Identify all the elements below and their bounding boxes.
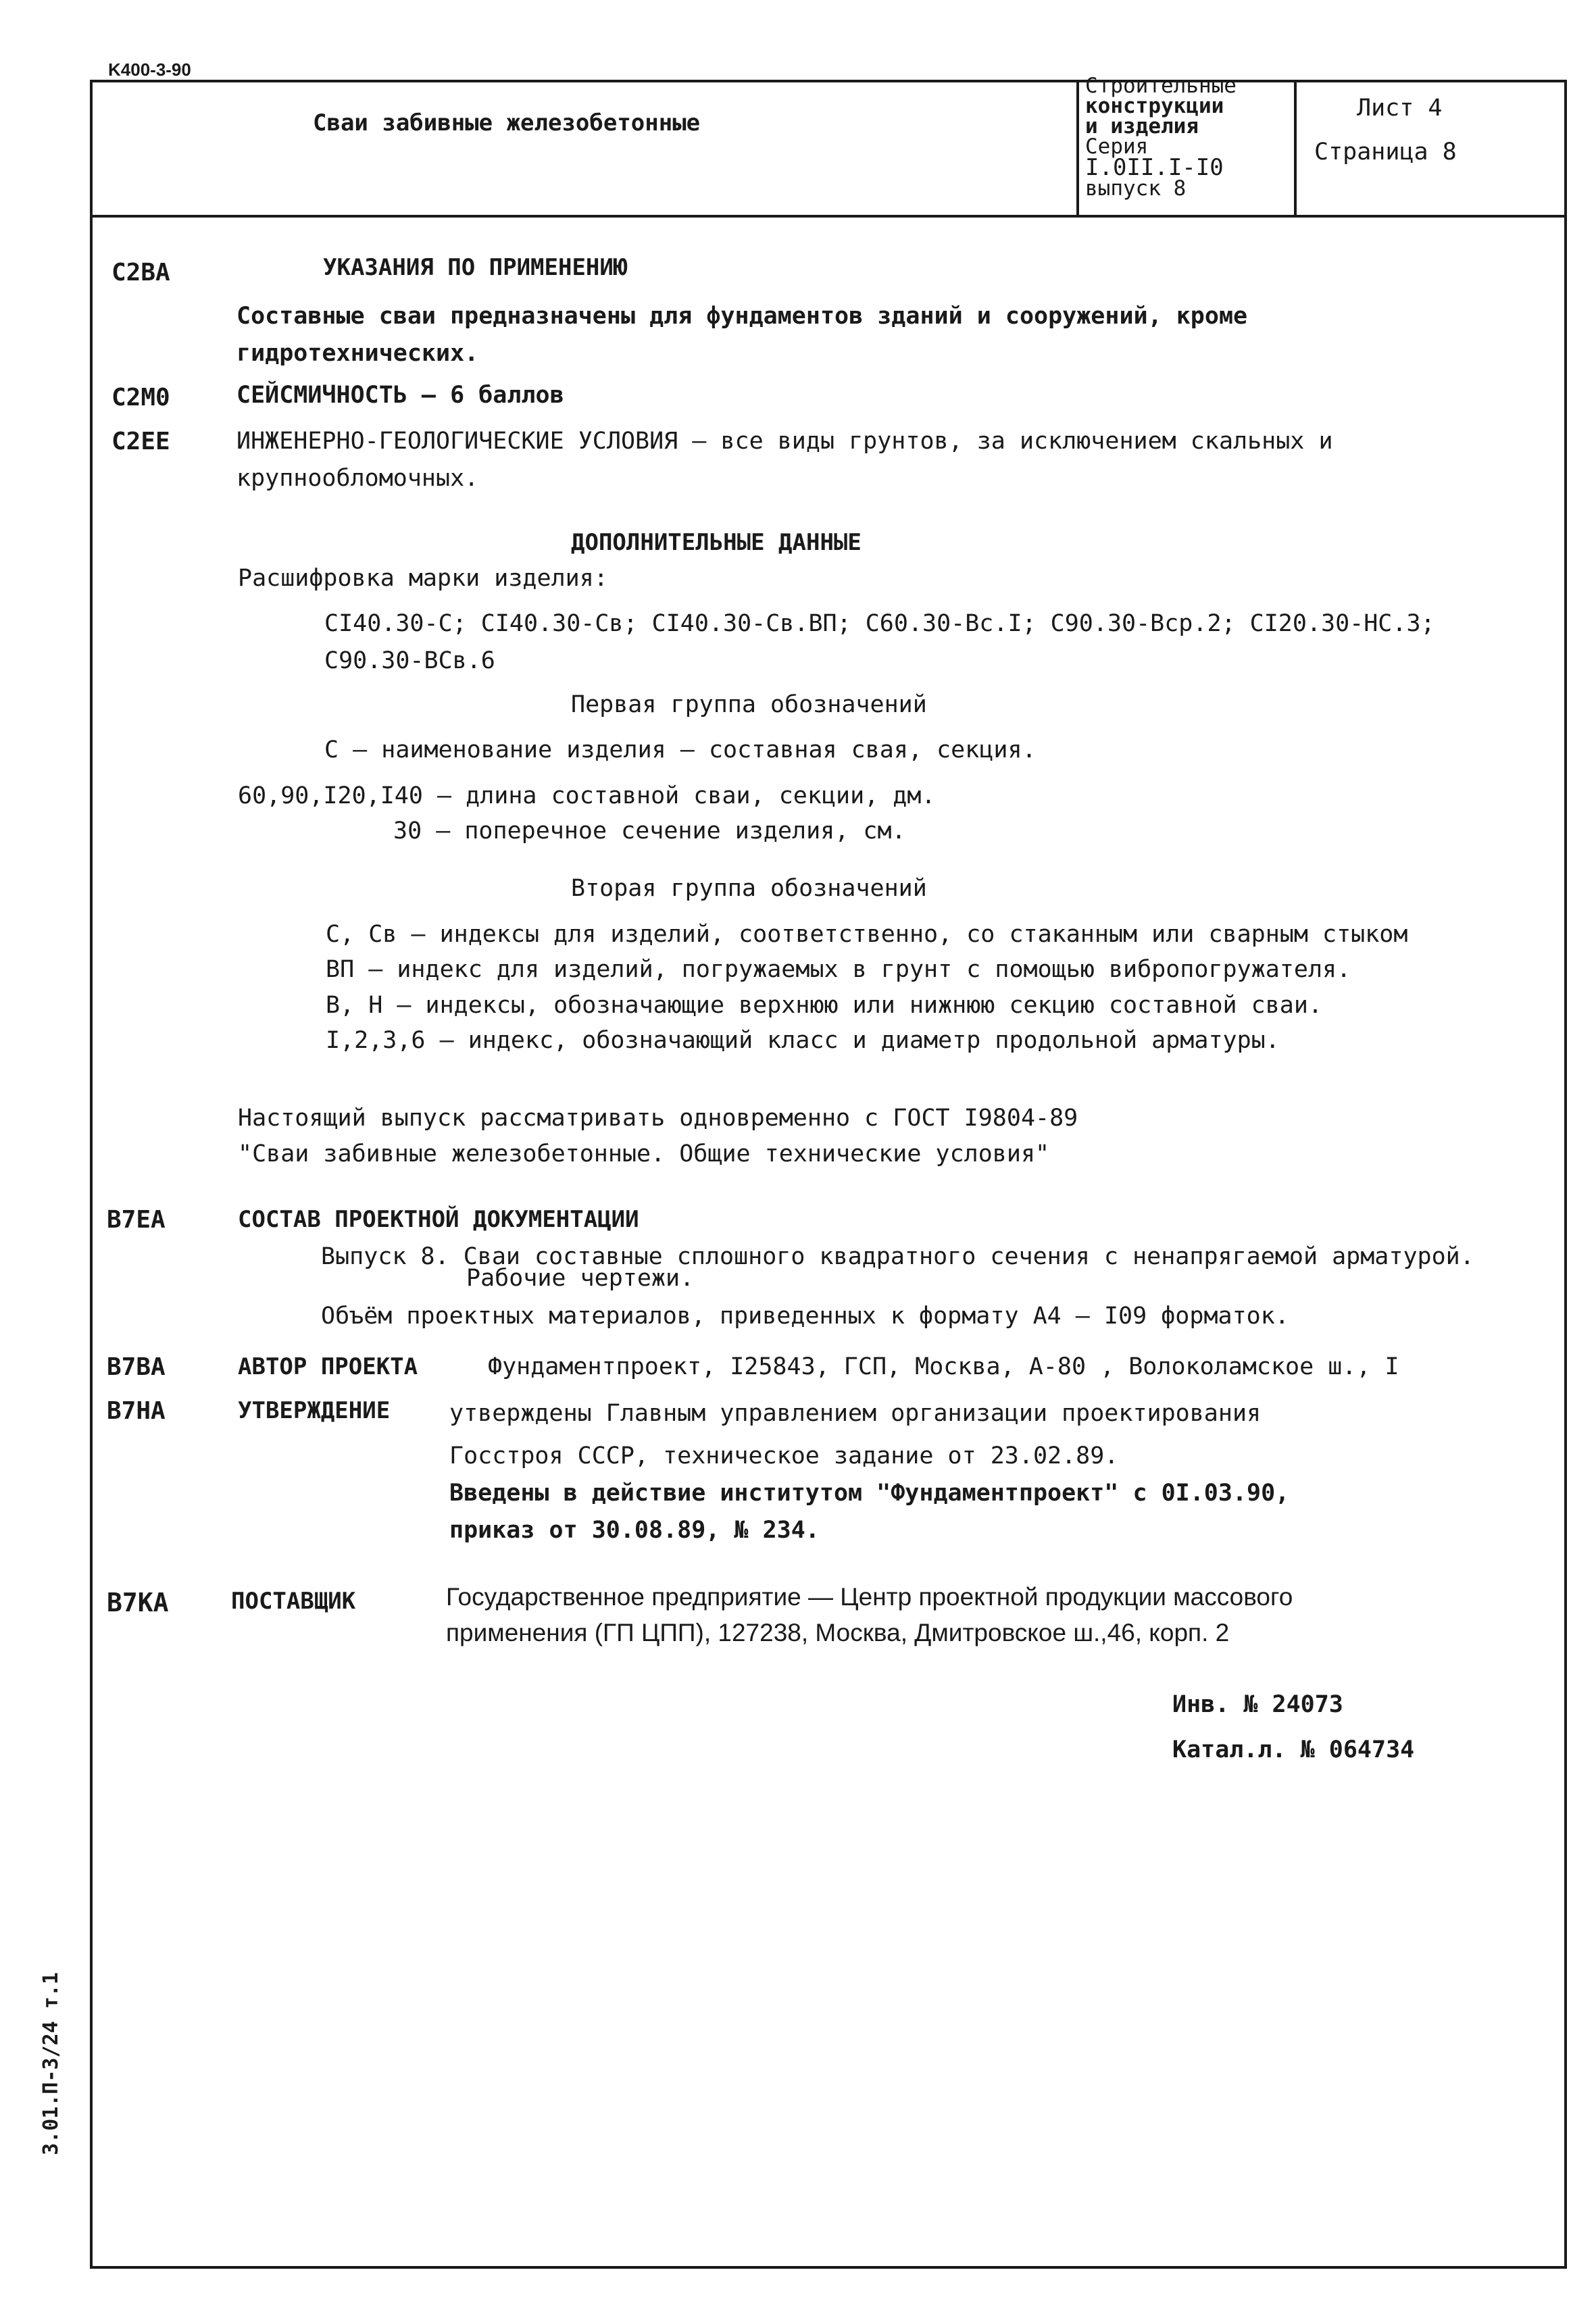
code-b7ea: B7EA (107, 1206, 166, 1234)
geology-line: ИНЖЕНЕРНО-ГЕОЛОГИЧЕСКИЕ УСЛОВИЯ – все виды грунтов, за исключением скальных и (236, 428, 1333, 455)
approval-label: УТВЕРЖДЕНИЕ (238, 1397, 391, 1424)
usage-line: гидротехнических. (236, 340, 479, 367)
composition-heading: СОСТАВ ПРОЕКТНОЙ ДОКУМЕНТАЦИИ (238, 1206, 639, 1233)
approval-line: Госстроя СССР, техническое задание от 23.02.89. (449, 1442, 1119, 1469)
group1-line: С – наименование изделия – составная свая, секция. (324, 736, 1037, 763)
additional-heading: ДОПОЛНИТЕЛЬНЫЕ ДАННЫЕ (571, 529, 862, 556)
marks-line: С90.30-ВСв.6 (324, 647, 495, 674)
inventory-number: Инв. № 24073 (1172, 1691, 1343, 1718)
seismic-line: СЕЙСМИЧНОСТЬ – 6 баллов (236, 382, 564, 409)
header-series-block (1085, 76, 1237, 199)
code-b7ba: B7BA (107, 1353, 166, 1381)
note-line: "Сваи забивные железобетонные. Общие технические условия" (238, 1140, 1050, 1167)
series-line: конструкции (1085, 94, 1224, 118)
composition-line: Рабочие чертежи. (466, 1265, 695, 1292)
geology-line: крупнообломочных. (236, 465, 479, 492)
approval-line: приказ от 30.08.89, № 234. (449, 1517, 820, 1544)
series-line: выпуск 8 (1085, 176, 1187, 201)
series-line: I.0II.I-I0 (1085, 154, 1224, 181)
note-line: Настоящий выпуск рассматривать одновременно с ГОСТ I9804-89 (238, 1105, 1078, 1132)
code-c2ee: C2EE (111, 428, 170, 455)
approval-line: Введены в действие институтом "Фундаментпроект" с 0I.03.90, (449, 1480, 1290, 1507)
header-col-divider-1 (1076, 80, 1079, 215)
group2-line: ВП – индекс для изделий, погружаемых в грунт с помощью вибропогружателя. (326, 956, 1351, 983)
side-stamp: 3.01.П-3/24 т.1 (39, 1972, 63, 2155)
usage-line: Составные сваи предназначены для фундаментов зданий и сооружений, кроме (236, 303, 1248, 330)
group1-line: 30 – поперечное сечение изделия, см. (393, 818, 906, 845)
corner-label: K400-3-90 (108, 59, 191, 80)
composition-line: Выпуск 8. Сваи составные сплошного квадратного сечения с ненапрягаемой арматурой. (321, 1243, 1474, 1270)
code-b7ha: B7HA (107, 1397, 166, 1425)
group1-line: 60,90,I20,I40 – длина составной сваи, секции, дм. (238, 782, 936, 809)
decode-label: Расшифровка марки изделия: (238, 565, 608, 592)
group2-line: I,2,3,6 – индекс, обозначающий класс и диаметр продольной арматуры. (326, 1027, 1280, 1054)
supplier-line: Государственное предприятие — Центр проектной продукции массового (446, 1583, 1293, 1611)
group2-line: С, Св – индексы для изделий, соответственно, со стаканным или сварным стыком (326, 921, 1408, 948)
supplier-line: применения (ГП ЦПП), 127238, Москва, Дмитровское ш.,46, корп. 2 (446, 1619, 1230, 1646)
composition-line: Объём проектных материалов, приведенных к формату А4 – I09 форматок. (321, 1303, 1289, 1330)
group1-title: Первая группа обозначений (571, 691, 927, 718)
author-text: Фундаментпроект, I25843, ГСП, Москва, А-80 , Волоколамское ш., I (488, 1353, 1399, 1380)
marks-line: СI40.30-С; СI40.30-Св; СI40.30-Св.ВП; С60.30-Вс.I; С90.30-Вср.2; СI20.30-НС.3; (324, 610, 1435, 637)
group2-title: Вторая группа обозначений (571, 875, 927, 902)
author-label: АВТОР ПРОЕКТА (238, 1353, 418, 1380)
series-line: Строительные (1085, 74, 1237, 98)
header-title: Сваи забивные железобетонные (313, 109, 701, 136)
page-number: Страница 8 (1314, 139, 1457, 166)
catalog-number: Катал.л. № 064734 (1172, 1736, 1415, 1763)
code-c2m0: C2M0 (111, 384, 170, 411)
code-b7ka: B7KA (107, 1588, 169, 1617)
series-line: и изделия (1085, 114, 1199, 139)
header-divider (90, 215, 1567, 218)
approval-line: утверждены Главным управлением организации проектирования (449, 1400, 1262, 1427)
group2-line: В, Н – индексы, обозначающие верхнюю или нижнюю секцию составной сваи. (326, 992, 1323, 1019)
header-col-divider-2 (1294, 80, 1297, 215)
sheet-number: Лист 4 (1357, 95, 1443, 122)
usage-heading: УКАЗАНИЯ ПО ПРИМЕНЕНИЮ (323, 254, 628, 281)
supplier-label: ПОСТАВЩИК (231, 1588, 356, 1615)
series-line: Серия (1085, 134, 1149, 159)
code-c2ba: C2BA (111, 259, 170, 286)
